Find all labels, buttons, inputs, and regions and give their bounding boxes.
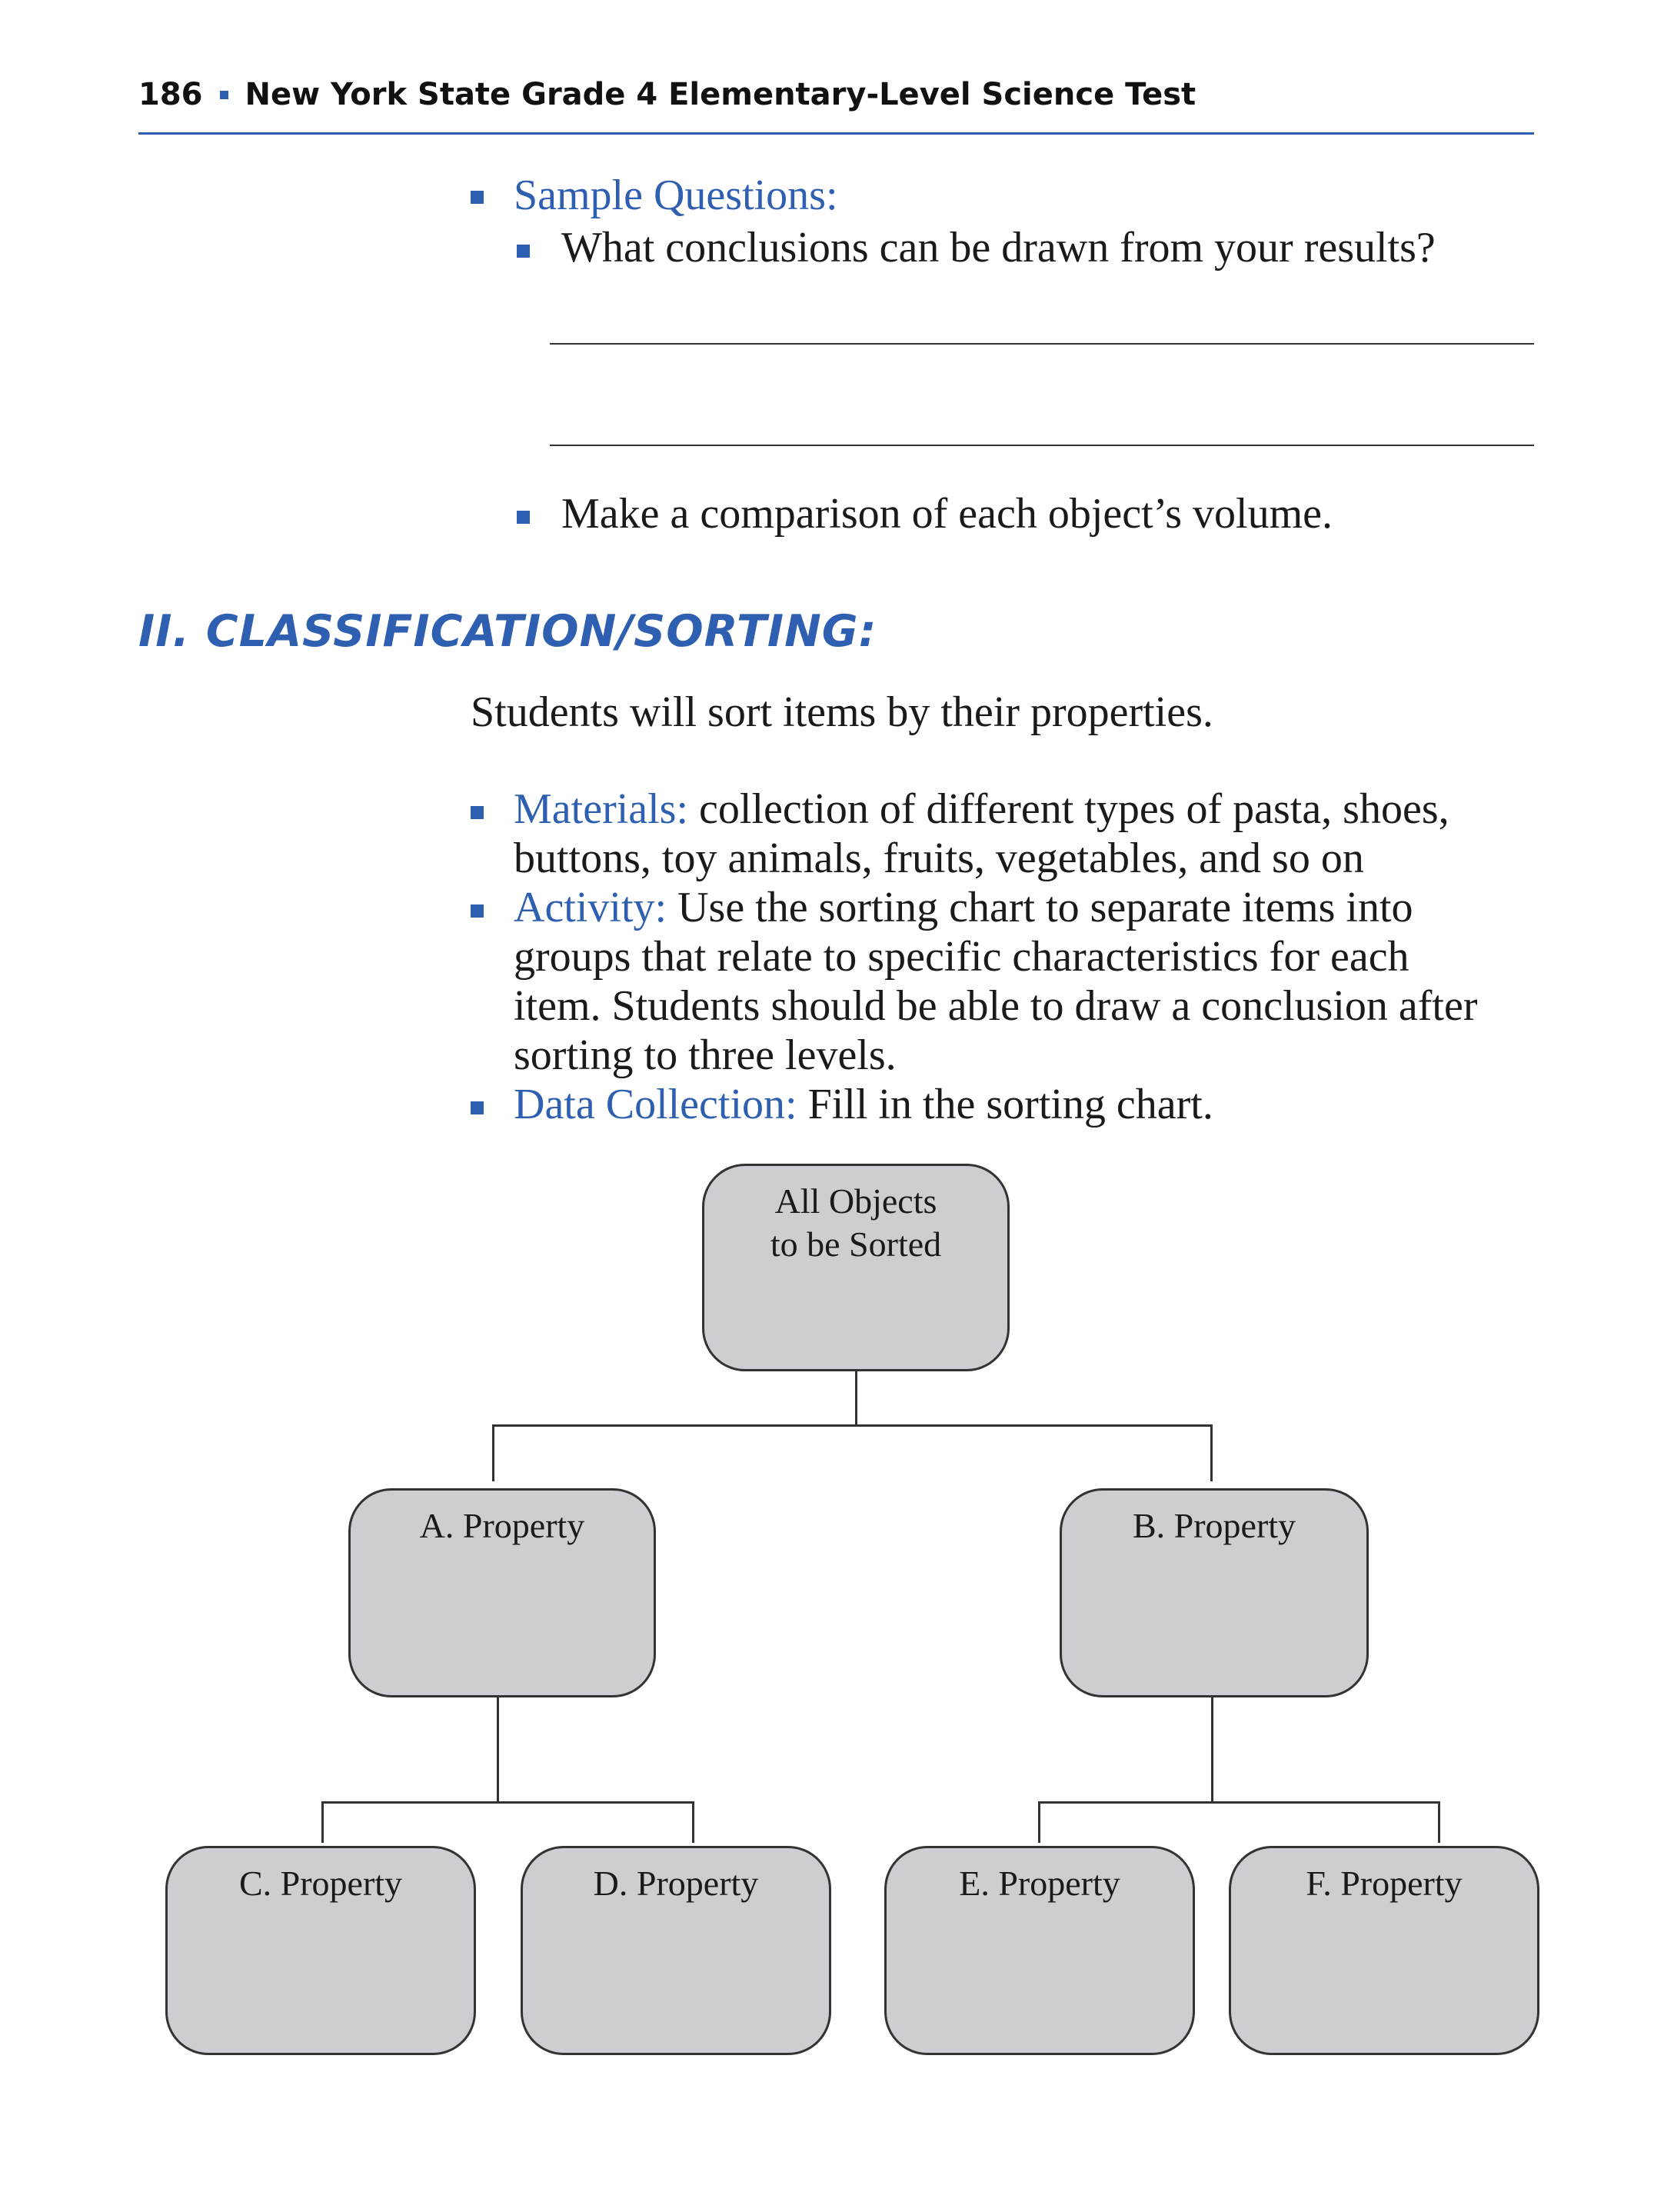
section-intro: Students will sort items by their properties. (471, 688, 1213, 736)
connector-line (492, 1424, 494, 1481)
connector-line (492, 1424, 1213, 1427)
sample-questions-label: Sample Questions: (514, 172, 838, 219)
node-c-label: C. Property (238, 1864, 403, 1903)
activity-label: Activity: (514, 884, 667, 931)
activity-text: Use the sorting chart to separate items into (677, 884, 1413, 931)
sample-question-2: Make a comparison of each object’s volume. (561, 490, 1333, 538)
node-b-label: B. Property (1132, 1506, 1296, 1545)
node-a-label: A. Property (419, 1506, 585, 1545)
chart-node-a (348, 1488, 656, 1697)
activity-line-4: sorting to three levels. (514, 1031, 897, 1079)
materials-label: Materials: (514, 785, 689, 833)
book-title: New York State Grade 4 Elementary-Level Science Test (245, 77, 1196, 112)
page-number: 186 (138, 77, 203, 112)
bullet-square-icon (517, 511, 530, 524)
running-header (138, 77, 1534, 135)
activity-line-3: item. Students should be able to draw a conclusion after (514, 982, 1478, 1030)
header-separator-icon (220, 91, 228, 99)
connector-line (497, 1697, 499, 1801)
connector-line (1438, 1801, 1440, 1843)
chart-node-root (702, 1164, 1010, 1371)
connector-line (1210, 1424, 1213, 1481)
bullet-square-icon (471, 191, 484, 204)
activity-line-1 (514, 883, 1413, 932)
root-label-line-2: to be Sorted (770, 1224, 942, 1264)
bullet-square-icon (471, 806, 484, 819)
bullet-square-icon (471, 1101, 484, 1114)
node-e-label: E. Property (959, 1864, 1120, 1903)
connector-line (855, 1371, 857, 1424)
bullet-square-icon (471, 904, 484, 918)
root-label-line-1: All Objects (774, 1181, 937, 1221)
materials-text: collection of different types of pasta, shoes, (699, 785, 1449, 833)
activity-line-2: groups that relate to specific characteristics for each (514, 933, 1409, 981)
materials-line-2: buttons, toy animals, fruits, vegetables, and so on (514, 834, 1364, 882)
sample-question-1: What conclusions can be drawn from your results? (561, 224, 1436, 272)
node-f-label: F. Property (1306, 1864, 1463, 1903)
chart-node-d (521, 1846, 831, 2055)
chart-node-b (1060, 1488, 1369, 1697)
data-collection-label: Data Collection: (514, 1081, 797, 1128)
data-collection-text: Fill in the sorting chart. (807, 1081, 1213, 1128)
bullet-square-icon (517, 245, 530, 258)
connector-line (1038, 1801, 1040, 1843)
chart-node-c (165, 1846, 476, 2055)
connector-line (321, 1801, 694, 1804)
connector-line (321, 1801, 324, 1843)
section-heading: II. CLASSIFICATION/SORTING: (138, 606, 877, 657)
answer-line (550, 343, 1534, 345)
answer-line (550, 445, 1534, 446)
connector-line (692, 1801, 694, 1843)
chart-node-e (884, 1846, 1195, 2055)
connector-line (1211, 1697, 1213, 1801)
data-collection-line (514, 1080, 1213, 1129)
connector-line (1038, 1801, 1440, 1804)
materials-line-1 (514, 785, 1449, 834)
node-d-label: D. Property (593, 1864, 759, 1903)
chart-node-f (1229, 1846, 1539, 2055)
